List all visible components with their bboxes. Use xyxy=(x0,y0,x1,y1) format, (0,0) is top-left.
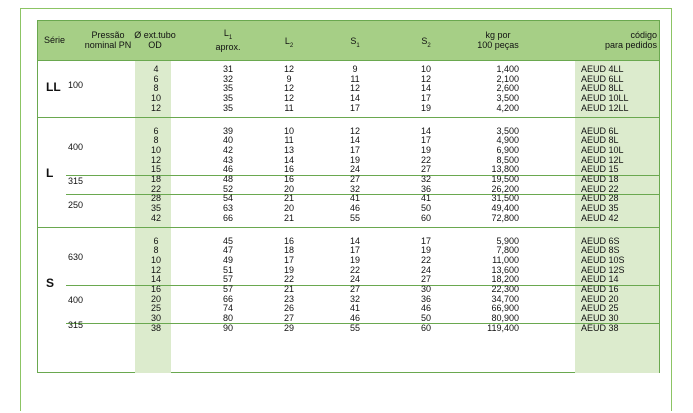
s2-cell: 22 xyxy=(420,254,432,265)
code-cell: AEUD 18 xyxy=(581,174,619,184)
code-cell: AEUD 15 xyxy=(581,164,619,175)
l2-cell: 26 xyxy=(283,303,295,314)
s1-cell: 46 xyxy=(349,203,361,214)
od-cell: 35 xyxy=(150,203,162,214)
kg-cell: 11,000 xyxy=(492,254,519,265)
kg-cell: 119,400 xyxy=(487,322,519,333)
pressure-value: 100 xyxy=(68,80,84,91)
l1-cell: 46 xyxy=(222,164,234,175)
kg-cell: 4,200 xyxy=(496,102,519,113)
l1-cell: 47 xyxy=(222,245,234,256)
od-cell: 8 xyxy=(153,135,159,146)
code-cell: AEUD 16 xyxy=(581,284,619,294)
pressure-value: 400 xyxy=(68,295,84,306)
kg-cell: 2,100 xyxy=(496,73,519,84)
s1-cell: 41 xyxy=(349,193,361,204)
code-cell: AEUD 8S xyxy=(581,245,620,256)
l1-cell: 57 xyxy=(222,284,234,294)
l2-cell: 16 xyxy=(283,235,295,246)
l1-cell: 35 xyxy=(222,83,234,94)
l2-cell: 19 xyxy=(283,264,295,275)
od-cell: 6 xyxy=(153,125,159,136)
l1-cell: 54 xyxy=(222,193,234,204)
od-cell: 18 xyxy=(150,174,162,184)
s1-cell: 14 xyxy=(349,93,361,104)
code-cell: AEUD 10S xyxy=(581,254,625,265)
s2-cell: 41 xyxy=(420,193,432,204)
code-cell: AEUD 6L xyxy=(581,125,619,136)
code-cell: AEUD 4LL xyxy=(581,64,624,74)
code-cell: AEUD 12LL xyxy=(581,102,629,113)
od-cell: 8 xyxy=(153,245,159,256)
code-cell: AEUD 28 xyxy=(581,193,619,204)
l2-cell: 16 xyxy=(283,174,295,184)
s1-cell: 14 xyxy=(349,235,361,246)
s2-cell: 24 xyxy=(420,264,432,275)
l2-cell: 16 xyxy=(283,164,295,175)
od-cell: 14 xyxy=(150,274,162,285)
s1-cell: 41 xyxy=(349,303,361,314)
od-cell: 30 xyxy=(150,313,162,324)
kg-cell: 3,500 xyxy=(496,125,519,136)
code-cell: AEUD 25 xyxy=(581,303,619,314)
code-cell: AEUD 42 xyxy=(581,212,619,223)
l1-cell: 43 xyxy=(222,154,234,165)
s1-cell: 17 xyxy=(349,102,361,113)
header-s2: $S_2$ xyxy=(421,36,431,49)
od-cell: 12 xyxy=(150,264,162,275)
od-cell: 10 xyxy=(150,144,162,155)
od-cell: 10 xyxy=(150,93,162,104)
od-cell: 4 xyxy=(153,64,159,74)
kg-cell: 4,900 xyxy=(496,135,519,146)
fittings-table xyxy=(37,20,660,373)
od-cell: 12 xyxy=(150,102,162,113)
s2-cell: 36 xyxy=(420,293,432,304)
s2-cell: 46 xyxy=(420,303,432,314)
pressure-value: 250 xyxy=(68,199,84,210)
l2-cell: 20 xyxy=(283,203,295,214)
od-cell: 8 xyxy=(153,83,159,94)
kg-cell: 7,800 xyxy=(496,245,519,256)
s2-cell: 27 xyxy=(420,164,432,175)
s2-cell: 10 xyxy=(420,64,432,74)
kg-cell: 13,600 xyxy=(491,264,519,275)
header-pressure: Pressão nominal PN xyxy=(84,30,132,50)
code-cell: AEUD 8LL xyxy=(581,83,624,94)
s2-cell: 32 xyxy=(420,174,432,184)
s2-cell: 17 xyxy=(420,93,432,104)
serie-label: LL xyxy=(46,80,61,95)
l1-cell: 74 xyxy=(222,303,234,314)
l2-cell: 22 xyxy=(283,274,295,285)
s1-cell: 32 xyxy=(349,293,361,304)
od-cell: 25 xyxy=(150,303,162,314)
s2-cell: 14 xyxy=(420,125,432,136)
code-cell: AEUD 14 xyxy=(581,274,619,285)
code-cell: AEUD 30 xyxy=(581,313,619,324)
od-cell: 6 xyxy=(153,73,159,84)
l1-cell: 57 xyxy=(222,274,234,285)
s1-cell: 11 xyxy=(350,73,360,84)
s1-cell: 32 xyxy=(349,183,361,194)
l2-cell: 21 xyxy=(283,193,295,204)
header-s1: $S_1$ xyxy=(350,36,360,49)
header-serie: Série xyxy=(44,35,66,45)
serie-label: S xyxy=(46,276,55,290)
row-divider xyxy=(38,227,659,228)
pressure-value: 630 xyxy=(68,251,84,262)
s1-cell: 17 xyxy=(349,144,361,155)
pressure-value: 315 xyxy=(68,319,84,330)
od-cell: 12 xyxy=(150,154,162,165)
l1-cell: 32 xyxy=(222,73,234,84)
s2-cell: 17 xyxy=(420,135,432,146)
s1-cell: 19 xyxy=(349,254,361,265)
pressure-value: 315 xyxy=(68,175,84,186)
l1-cell: 48 xyxy=(222,174,234,184)
serie-label: L xyxy=(46,166,54,180)
l2-cell: 10 xyxy=(283,125,295,136)
kg-cell: 13,800 xyxy=(491,164,519,175)
od-cell: 28 xyxy=(150,193,162,204)
kg-cell: 8,500 xyxy=(496,154,519,165)
s2-cell: 19 xyxy=(420,245,432,256)
l1-cell: 31 xyxy=(222,64,234,74)
od-cell: 42 xyxy=(150,212,162,223)
code-cell: AEUD 10LL xyxy=(581,93,629,104)
l2-cell: 11 xyxy=(284,135,294,146)
kg-cell: 3,500 xyxy=(496,93,519,104)
l1-cell: 66 xyxy=(222,293,234,304)
header-l2: $L_2$ xyxy=(284,36,294,49)
l1-cell: 35 xyxy=(222,102,234,113)
pressure-value: 400 xyxy=(68,141,84,152)
s2-cell: 50 xyxy=(420,203,432,214)
l1-cell: 39 xyxy=(222,125,234,136)
s1-cell: 22 xyxy=(349,264,361,275)
s1-cell: 27 xyxy=(349,284,361,294)
l2-cell: 21 xyxy=(283,284,295,294)
kg-cell: 31,500 xyxy=(491,193,519,204)
kg-cell: 2,600 xyxy=(496,83,519,94)
l1-cell: 40 xyxy=(222,135,234,146)
s2-cell: 50 xyxy=(420,313,432,324)
l2-cell: 13 xyxy=(283,144,295,155)
l1-cell: 52 xyxy=(222,183,234,194)
l1-cell: 66 xyxy=(222,212,234,223)
l1-cell: 49 xyxy=(222,254,234,265)
code-cell: AEUD 6LL xyxy=(581,73,624,84)
kg-cell: 6,900 xyxy=(496,144,519,155)
kg-cell: 19,500 xyxy=(491,174,519,184)
s1-cell: 24 xyxy=(349,274,361,285)
s2-cell: 27 xyxy=(420,274,432,285)
kg-cell: 22,300 xyxy=(491,284,519,294)
code-cell: AEUD 8L xyxy=(581,135,619,146)
l2-cell: 11 xyxy=(284,102,294,113)
s1-cell: 46 xyxy=(349,313,361,324)
l2-cell: 9 xyxy=(286,73,292,84)
od-cell: 15 xyxy=(150,164,162,175)
code-cell: AEUD 35 xyxy=(581,203,619,214)
header-od: Ø ext.tubo OD xyxy=(134,30,176,50)
l1-cell: 35 xyxy=(222,93,234,104)
kg-cell: 80,900 xyxy=(491,313,519,324)
kg-cell: 34,700 xyxy=(491,293,519,304)
l2-cell: 27 xyxy=(283,313,295,324)
header-kg: kg por 100 peças xyxy=(477,30,519,50)
row-divider xyxy=(38,117,659,118)
s2-cell: 36 xyxy=(420,183,432,194)
code-cell: AEUD 10L xyxy=(581,144,624,155)
l2-cell: 29 xyxy=(283,322,295,333)
s1-cell: 9 xyxy=(352,64,358,74)
l2-cell: 21 xyxy=(283,212,295,223)
s1-cell: 19 xyxy=(349,154,361,165)
kg-cell: 1,400 xyxy=(496,64,519,74)
s2-cell: 14 xyxy=(420,83,432,94)
s2-cell: 19 xyxy=(420,102,432,113)
kg-cell: 49,400 xyxy=(491,203,519,214)
l1-cell: 42 xyxy=(222,144,234,155)
l2-cell: 18 xyxy=(283,245,295,256)
l1-cell: 80 xyxy=(222,313,234,324)
header-code: código para pedidos xyxy=(604,30,657,50)
header-l1: $L_1$ aprox. xyxy=(215,28,241,52)
s1-cell: 12 xyxy=(349,125,361,136)
od-cell: 22 xyxy=(150,183,162,194)
kg-cell: 18,200 xyxy=(491,274,519,285)
l1-cell: 51 xyxy=(222,264,234,275)
s2-cell: 30 xyxy=(420,284,432,294)
code-cell: AEUD 12S xyxy=(581,264,625,275)
l2-cell: 12 xyxy=(283,93,295,104)
s2-cell: 60 xyxy=(420,212,432,223)
s2-cell: 60 xyxy=(420,322,432,333)
kg-cell: 5,900 xyxy=(496,235,519,246)
s1-cell: 24 xyxy=(349,164,361,175)
kg-cell: 26,200 xyxy=(491,183,519,194)
code-cell: AEUD 22 xyxy=(581,183,619,194)
s1-cell: 27 xyxy=(349,174,361,184)
kg-cell: 72,800 xyxy=(491,212,519,223)
od-cell: 6 xyxy=(153,235,159,246)
s2-cell: 12 xyxy=(420,73,432,84)
od-cell: 10 xyxy=(150,254,162,265)
l2-cell: 20 xyxy=(283,183,295,194)
table-header xyxy=(38,21,659,61)
s1-cell: 17 xyxy=(349,245,361,256)
od-cell: 20 xyxy=(150,293,162,304)
l2-cell: 14 xyxy=(283,154,295,165)
s1-cell: 55 xyxy=(349,322,361,333)
s1-cell: 12 xyxy=(349,83,361,94)
kg-cell: 66,900 xyxy=(491,303,519,314)
l2-cell: 12 xyxy=(283,64,295,74)
code-cell: AEUD 38 xyxy=(581,322,619,333)
od-cell: 16 xyxy=(150,284,162,294)
code-cell: AEUD 20 xyxy=(581,293,619,304)
s1-cell: 14 xyxy=(349,135,361,146)
code-cell: AEUD 12L xyxy=(581,154,624,165)
od-cell: 38 xyxy=(150,322,162,333)
s1-cell: 55 xyxy=(349,212,361,223)
l1-cell: 90 xyxy=(222,322,234,333)
s2-cell: 17 xyxy=(420,235,432,246)
l2-cell: 12 xyxy=(283,83,295,94)
code-cell: AEUD 6S xyxy=(581,235,620,246)
l2-cell: 17 xyxy=(283,254,295,265)
l2-cell: 23 xyxy=(283,293,295,304)
s2-cell: 19 xyxy=(420,144,432,155)
l1-cell: 63 xyxy=(222,203,234,214)
l1-cell: 45 xyxy=(222,235,234,246)
s2-cell: 22 xyxy=(420,154,432,165)
